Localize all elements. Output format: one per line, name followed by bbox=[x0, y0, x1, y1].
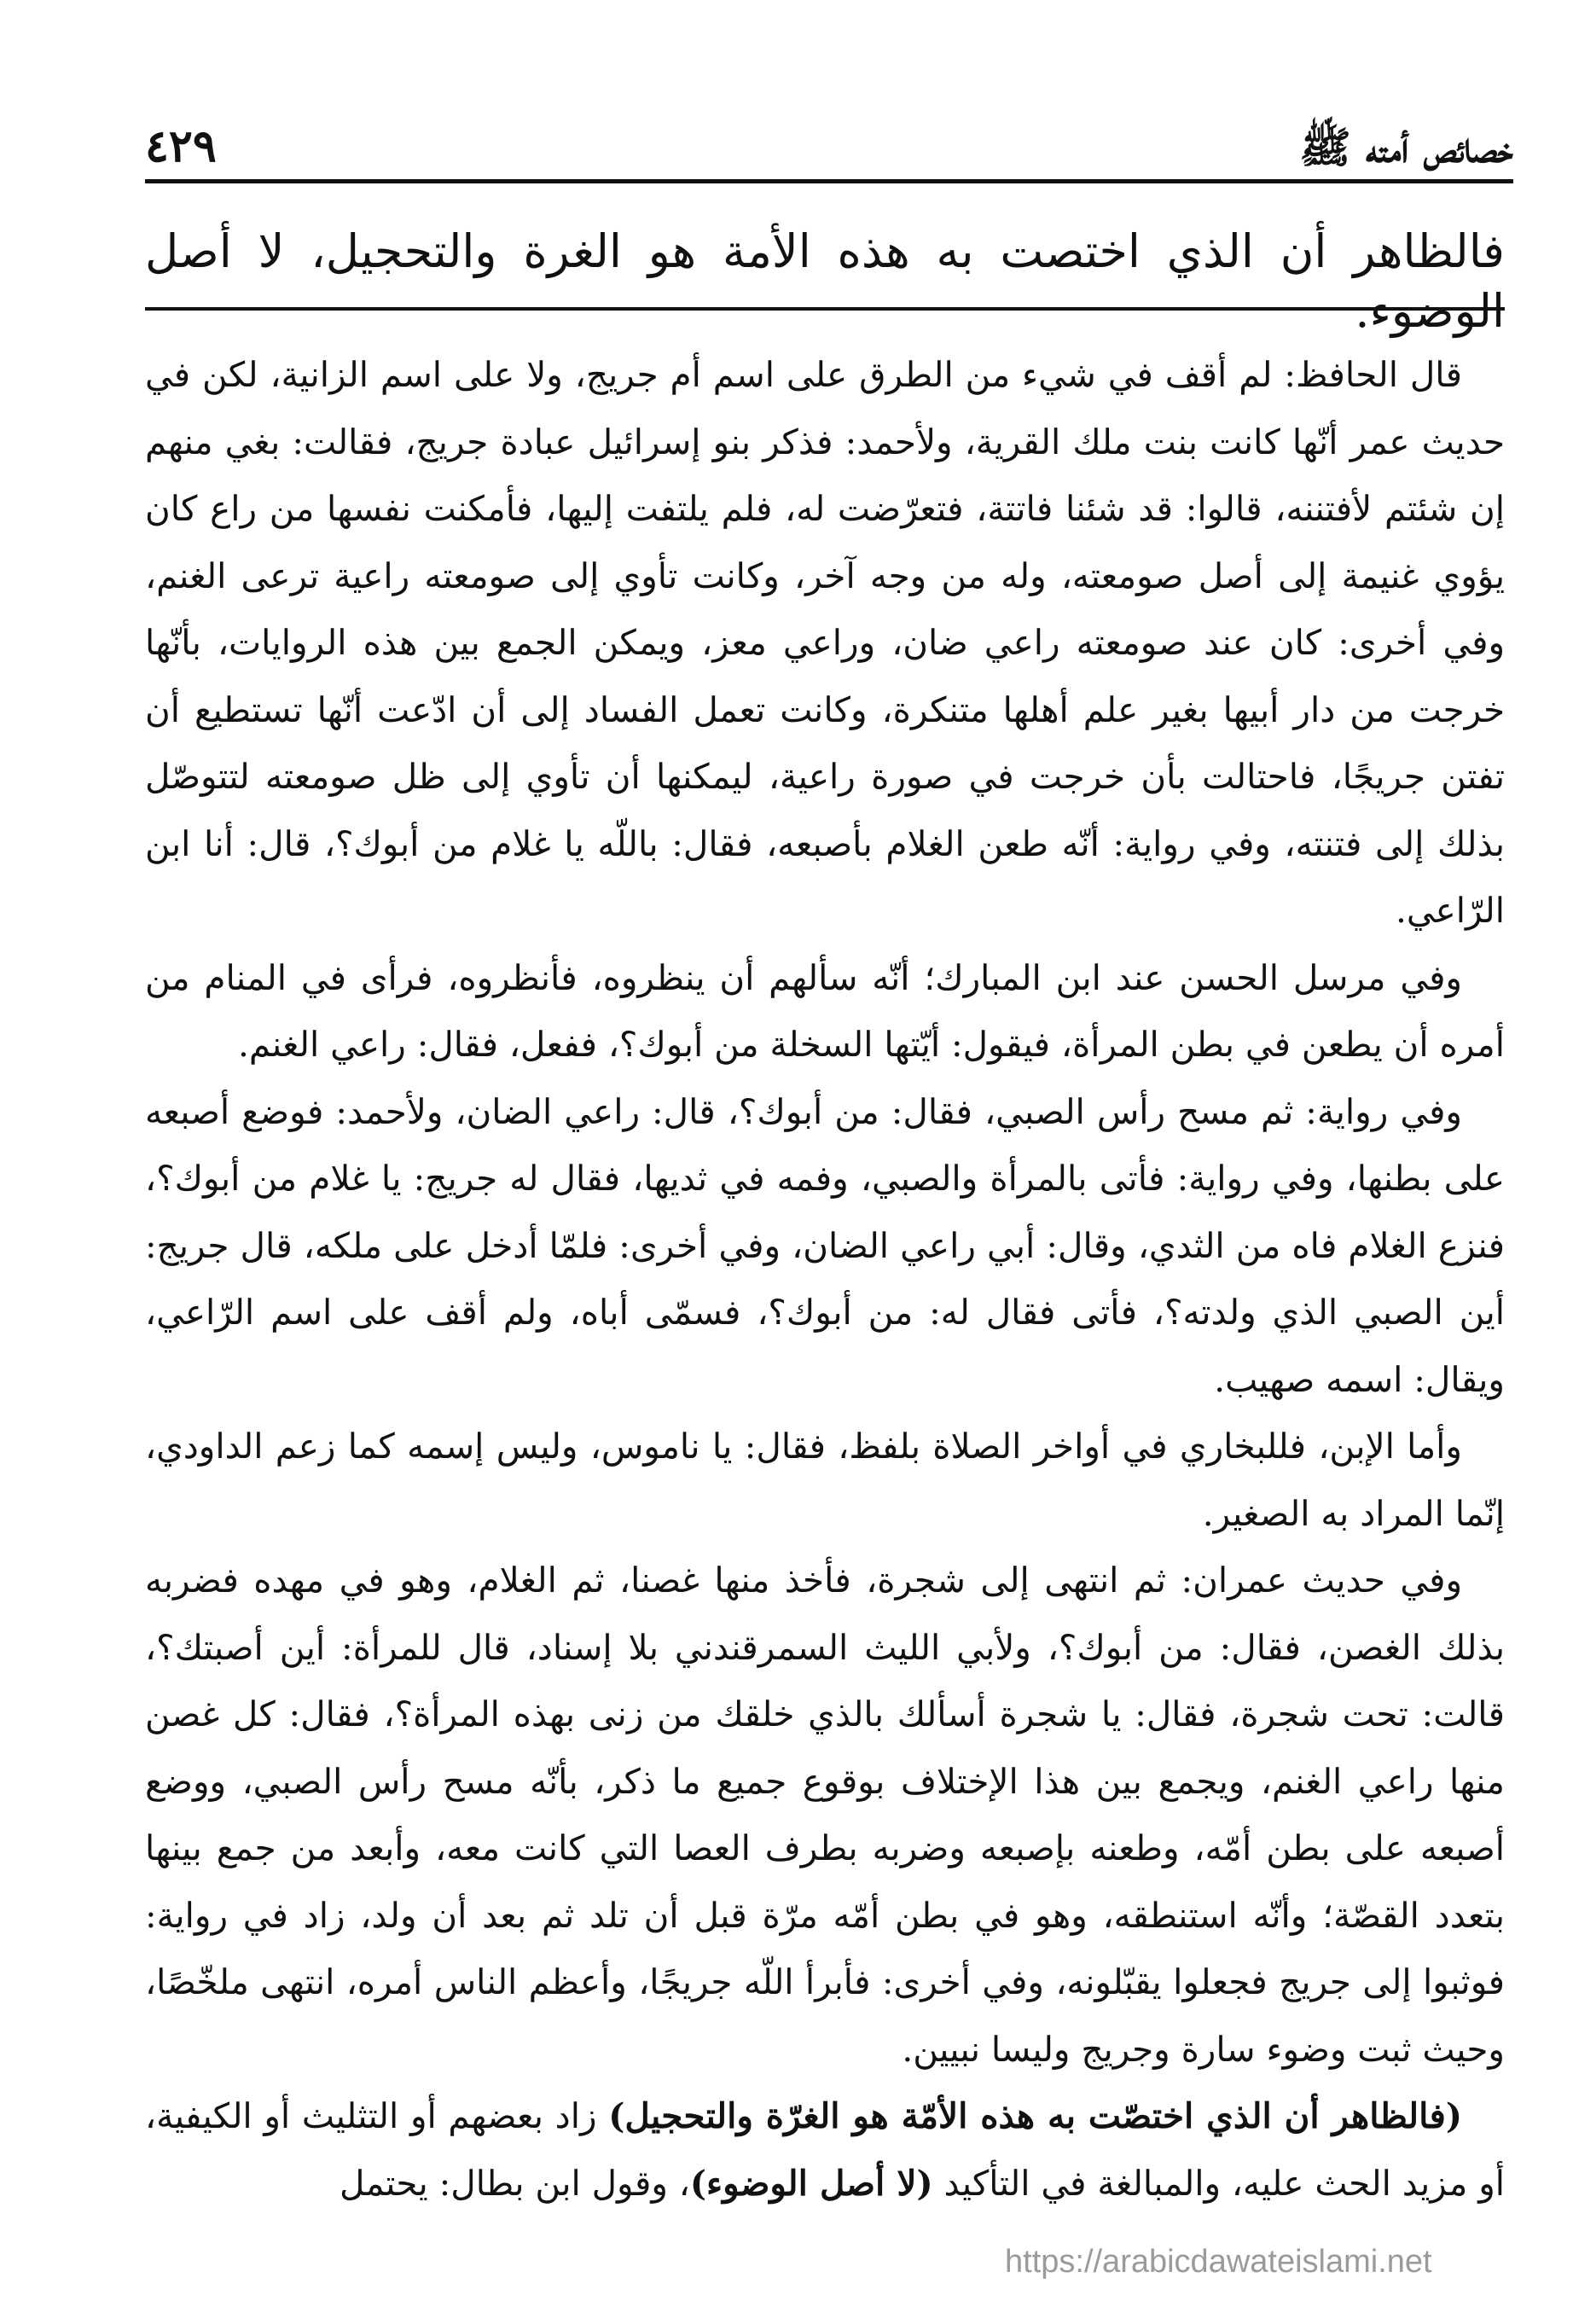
commentary-paragraph: وفي مرسل الحسن عند ابن المبارك؛ أنّه سألهم أن ينظروه، فأنظروه، فرأى في المنام من أمره أن يطعن في بطن المرأة، فيقول: أيّتها السخلة من أبوك؟، ففعل، فقال: راعي الغنم. bbox=[145, 956, 1505, 1065]
page-number: ٤٢٩ bbox=[145, 120, 217, 172]
commentary-paragraph: وفي حديث عمران: ثم انتهى إلى شجرة، فأخذ منها غصنا، ثم الغلام، وهو في مهده فضربه بذلك الغصن، فقال: من أبوك؟، ولأبي الليث السمرقندني بلا إسناد، قال للمرأة: أين أصبتك؟، قالت: تحت شجرة، فقال: يا شجرة أسألك بالذي خلقك من زنى بهذه المرأة؟، فقال: كل غصن منها راعي الغنم، ويجمع بين هذا الإختلاف بوقوع جميع ما ذكر، بأنّه مسح رأس الصبي، ووضع أصبعه على بطن أمّه، وطعنه بإصبعه وضربه بطرف العصا التي كانت معه، وأبعد من جمع بينها بتعدد القصّة؛ وأنّه استنطقه، وهو في بطن أمّه مرّة قبل أن تلد ثم بعد أن ولد، زاد في رواية: فوثبوا إلى جريج فجعلوا يقبّلونه، وفي أخرى: فأبرأ اللّه جريجًا، وأعظم الناس أمره، انتهى ملخّصًا، وحيث ثبت وضوء سارة وجريج وليسا نبيين. bbox=[145, 1560, 1505, 2070]
commentary-paragraph: قال الحافظ: لم أقف في شيء من الطرق على اسم أم جريج، ولا على اسم الزانية، لكن في حديث عمر أنّها كانت بنت ملك القرية، ولأحمد: فذكر بنو إسرائيل عبادة جريج، فقالت: بغي منهم إن شئتم لأفتننه، قالوا: قد شئنا فاتتة، فتعرّضت له، فلم يلتفت إليها، فأمكنت نفسها من راع كان يؤوي غنيمة إلى أصل صومعته، وله من وجه آخر، وكانت تأوي إلى صومعته راعية ترعى الغنم، وفي أخرى: كان عند صومعته راعي ضان، وراعي معز، ويمكن الجمع بين هذه الروايات، بأنّها خرجت من دار أبيها بغير علم أهلها متنكرة، وكانت تعمل الفساد إلى أن ادّعت أنّها تستطيع أن تفتن جريجًا، فاحتالت بأن خرجت في صورة راعية، ليمكنها أن تأوي إلى ظل صومعته لتتوصّل بذلك إلى فتنته، وفي رواية: أنّه طعن الغلام بأصبعه، فقال: باللّه يا غلام من أبوك؟، قال: أنا ابن الرّاعي. bbox=[145, 354, 1505, 931]
matn-text: فالظاهر أن الذي اختصت به هذه الأمة هو الغرة والتحجيل، لا أصل الوضوء. bbox=[145, 224, 1505, 339]
commentary-text: زاد بعضهم أو التثليث أو الكيفية، أو مزيد الحث عليه، والمبالغة في التأكيد bbox=[145, 2095, 1505, 2204]
matn-quote: (لا أصل الوضوء) bbox=[689, 2162, 933, 2204]
running-title: خصائص أمته ﷺ bbox=[1299, 122, 1513, 172]
commentary-body bbox=[145, 341, 1505, 2217]
commentary-final-paragraph bbox=[145, 2083, 1505, 2217]
page-header bbox=[145, 101, 1513, 172]
commentary-paragraph: وأما الإبن، فللبخاري في أواخر الصلاة بلفظ، فقال: يا ناموس، وليس إسمه كما زعم الداودي، إنّما المراد به الصغير. bbox=[145, 1426, 1505, 1534]
commentary-text: ، وقول ابن بطال: يحتمل bbox=[340, 2162, 690, 2204]
matn-rule bbox=[145, 307, 1505, 311]
commentary-paragraph: وفي رواية: ثم مسح رأس الصبي، فقال: من أبوك؟، قال: راعي الضان، ولأحمد: فوضع أصبعه على بطنها، وفي رواية: فأتى بالمرأة والصبي، وفمه في ثديها، فقال له جريج: يا غلام من أبوك؟، فنزع الغلام فاه من الثدي، وقال: أبي راعي الضان، وفي أخرى: فلمّا أدخل على ملكه، قال جريج: أين الصبي الذي ولدته؟، فأتى فقال له: من أبوك؟، فسمّى أباه، ولم أقف على اسم الرّاعي، ويقال: اسمه صهيب. bbox=[145, 1090, 1505, 1400]
matn-quote: (فالظاهر أن الذي اختصّت به هذه الأمّة هو الغرّة والتحجيل) bbox=[608, 2095, 1462, 2136]
watermark-url: https://arabicdawateislami.net bbox=[1005, 2244, 1432, 2280]
header-rule bbox=[145, 179, 1513, 183]
